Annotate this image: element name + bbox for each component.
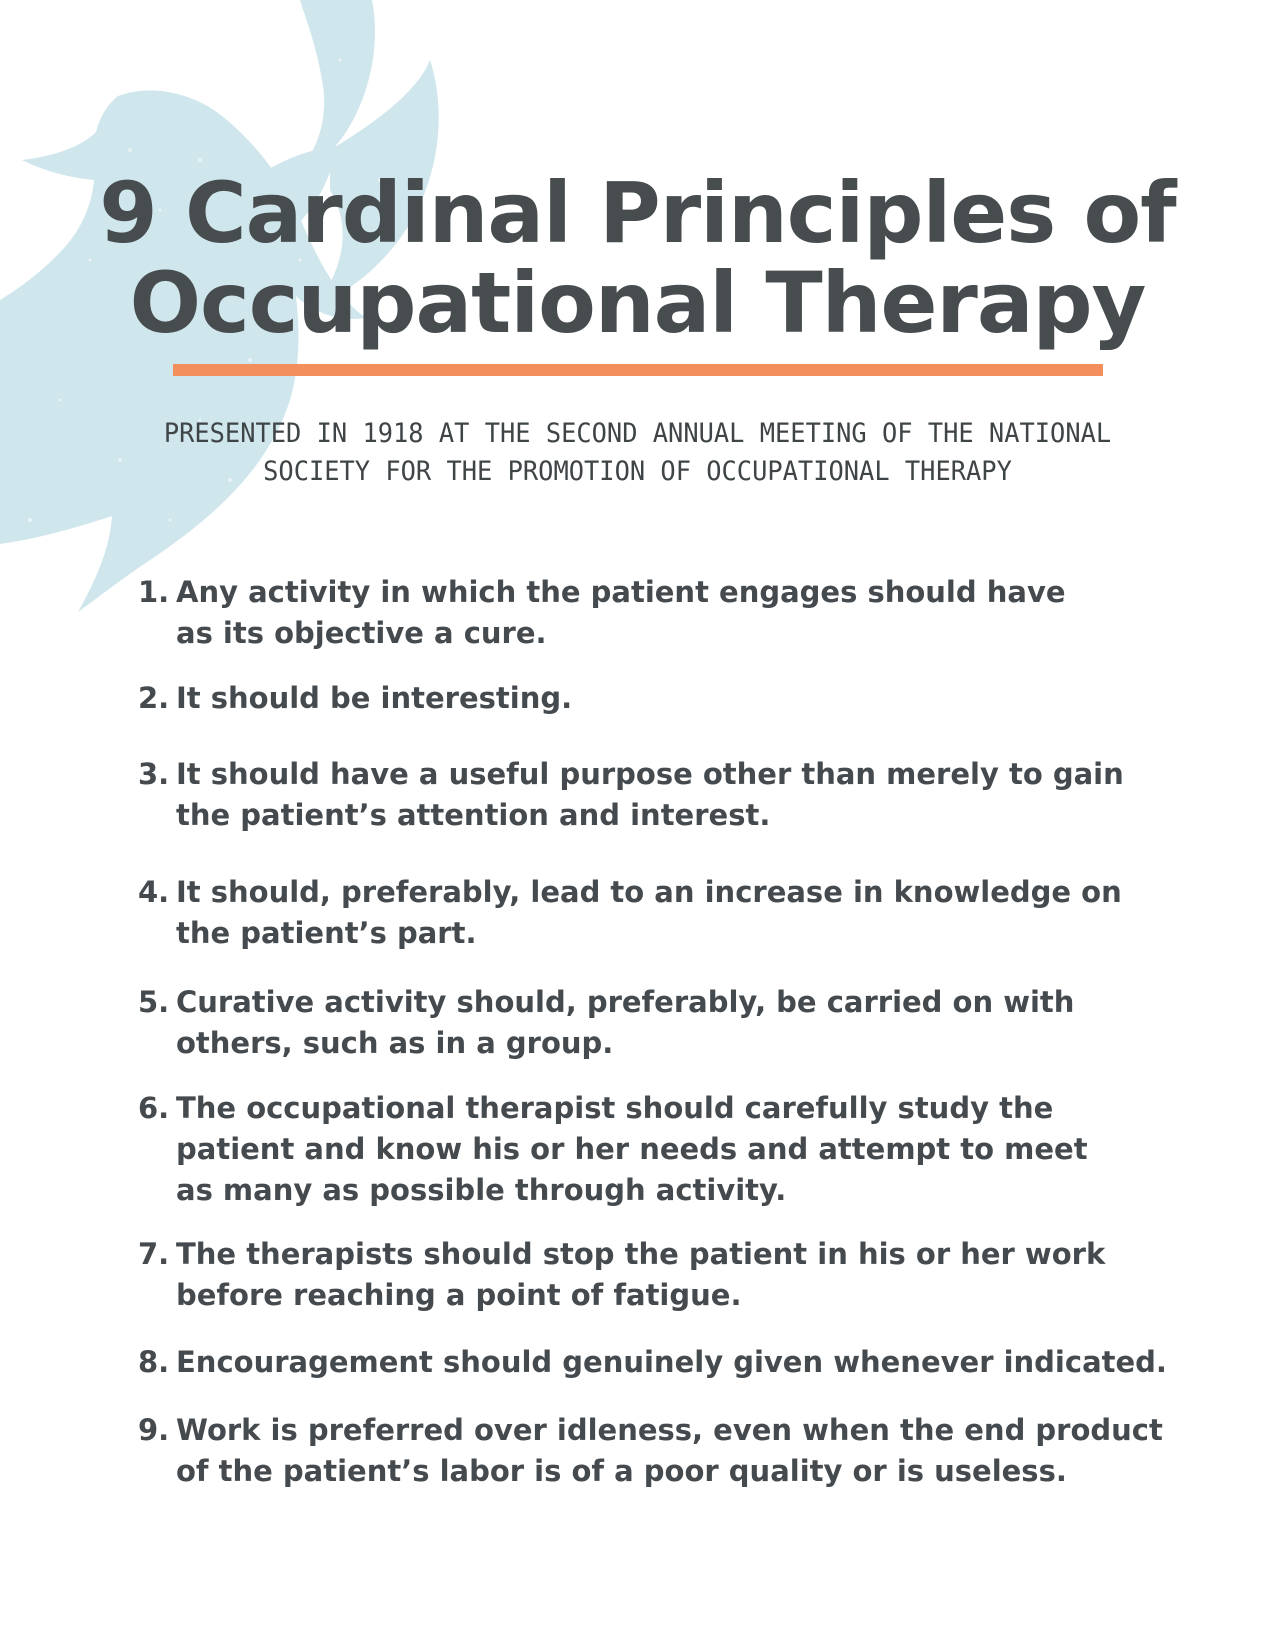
principle-text: Encouragement should genuinely given whenever indicated. [176, 1345, 1167, 1379]
principle-text: It should be interesting. [176, 681, 573, 715]
principle-item [138, 872, 1148, 954]
subtitle [38, 415, 1237, 491]
principle-number: 8. [138, 1345, 170, 1379]
principle-text: Work is preferred over idleness, even when the end product of the patient’s labor is of a poor quality or is useless. [176, 1413, 1163, 1488]
principle-item [138, 1342, 1167, 1383]
principle-item [138, 754, 1148, 836]
principle-number: 7. [138, 1237, 170, 1271]
principle-number: 1. [138, 575, 170, 609]
principle-text: Any activity in which the patient engages should have as its objective a cure. [176, 575, 1066, 650]
principle-text: The therapists should stop the patient in his or her work before reaching a point of fatigue. [176, 1237, 1106, 1312]
principle-number: 6. [138, 1091, 170, 1125]
subtitle-line: PRESENTED IN 1918 AT THE SECOND ANNUAL MEETING OF THE NATIONAL [163, 418, 1112, 449]
principle-text: Curative activity should, preferably, be carried on with others, such as in a group. [176, 985, 1075, 1060]
principle-item [138, 678, 1148, 719]
principle-text: It should have a useful purpose other than merely to gain the patient’s attention and interest. [176, 757, 1124, 832]
principle-text: It should, preferably, lead to an increase in knowledge on the patient’s part. [176, 875, 1122, 950]
principle-number: 5. [138, 985, 170, 1019]
principle-number: 2. [138, 681, 170, 715]
principle-item [138, 982, 1148, 1064]
subtitle-line: SOCIETY FOR THE PROMOTION OF OCCUPATIONAL THERAPY [263, 456, 1012, 487]
title-underline-rule [173, 364, 1103, 376]
principle-item [138, 1234, 1148, 1316]
principle-item [138, 572, 1148, 654]
principle-item [138, 1088, 1148, 1211]
principle-text: The occupational therapist should carefully study the patient and know his or her needs and attempt to meet as many as possible through activity. [176, 1091, 1088, 1207]
principle-item [138, 1410, 1163, 1492]
title-line: Occupational Therapy [129, 254, 1146, 352]
page-title [0, 164, 1275, 352]
title-line: 9 Cardinal Principles of [99, 164, 1176, 262]
principle-number: 3. [138, 757, 170, 791]
principle-number: 4. [138, 875, 170, 909]
principle-number: 9. [138, 1413, 170, 1447]
